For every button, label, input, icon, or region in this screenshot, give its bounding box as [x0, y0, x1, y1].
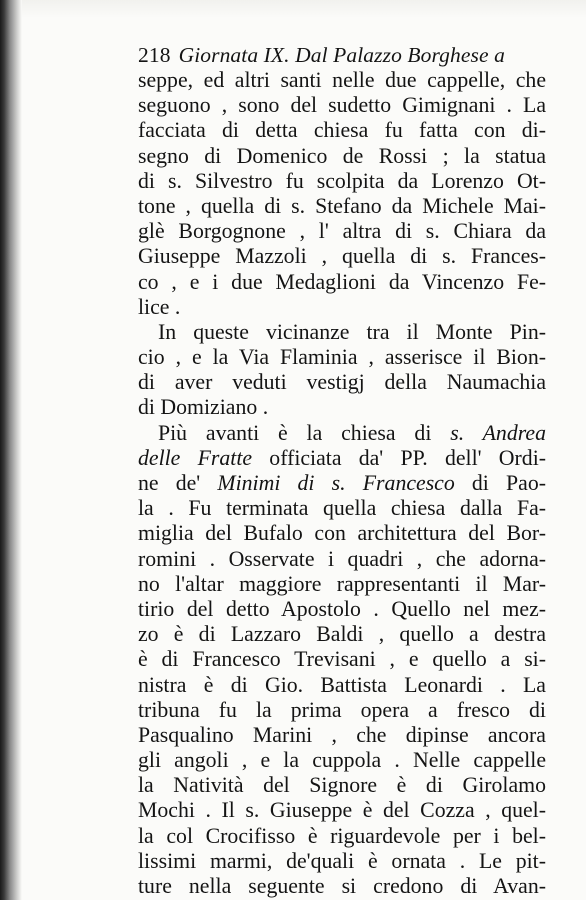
- text-run: facciata di detta chiesa fu fatta con di-: [138, 118, 546, 143]
- text-line: [138, 118, 546, 143]
- text-run: la . Fu terminata quella chiesa dalla Fa-: [138, 496, 546, 521]
- text-run: tone , quella di s. Stefano da Michele Mai-: [138, 193, 546, 218]
- text-run: seppe, ed altri santi nelle due cappelle, che: [138, 68, 546, 92]
- text-line: [138, 471, 546, 496]
- text-run: ture nella seguente si credono di Avan-: [138, 874, 546, 898]
- text-line: [138, 597, 546, 622]
- text-run: Giuseppe Mazzoli , quella di s. Frances-: [138, 244, 546, 269]
- text-run: In queste vicinanze tra il Monte Pin-: [158, 319, 546, 344]
- text-line: [138, 748, 546, 773]
- italic-run: Minimi di s. Francesco: [217, 471, 455, 495]
- text-line: [138, 723, 546, 748]
- text-line: [138, 421, 546, 446]
- text-line: [138, 698, 546, 723]
- text-run: la col Crocifisso è riguardevole per i bel-: [138, 823, 546, 848]
- text-line: [138, 219, 546, 244]
- text-line: [138, 798, 546, 823]
- text-run: co , e i due Medaglioni da Vincenzo Fe-: [138, 269, 546, 294]
- text-line: [138, 647, 546, 672]
- text-line: [138, 194, 546, 219]
- text-line: [138, 295, 546, 320]
- text-line: [138, 345, 546, 370]
- text-line: [138, 320, 546, 345]
- text-run: no l'altar maggiore rappresentanti il Mar-: [138, 571, 546, 596]
- italic-run: s. Andrea: [450, 420, 546, 445]
- text-line: [138, 93, 546, 118]
- text-run: tirio del detto Apostolo . Quello nel mez-: [138, 596, 546, 621]
- text-run: ne de': [138, 471, 218, 495]
- paragraph: [138, 320, 546, 421]
- text-line: [138, 169, 546, 194]
- text-run: di Domiziano .: [138, 395, 269, 420]
- text-line: [138, 547, 546, 572]
- text-run: zo è di Lazzaro Baldi , quello a destra: [138, 622, 546, 647]
- text-run: gli angoli , e la cuppola . Nelle cappelle: [138, 748, 546, 773]
- text-run: nistra è di Gio. Battista Leonardi . La: [138, 672, 546, 697]
- text-line: [138, 144, 546, 169]
- text-run: di aver veduti vestigj della Naumachia: [138, 370, 546, 395]
- paragraph: [138, 421, 546, 900]
- text-line: [138, 572, 546, 597]
- text-run: cio , e la Via Flaminia , asserisce il Bion-: [138, 345, 546, 370]
- binding-shadow: [0, 0, 22, 900]
- text-line: [138, 773, 546, 798]
- text-line: [138, 824, 546, 849]
- text-run: la Natività del Signore è di Girolamo: [138, 773, 546, 798]
- text-run: di Pao-: [454, 471, 546, 495]
- text-run: romini . Osservate i quadri , che adorna-: [138, 546, 546, 571]
- text-line: [138, 521, 546, 546]
- page-text-block: [138, 42, 546, 899]
- text-run: di s. Silvestro fu scolpita da Lorenzo Ot-: [138, 168, 546, 193]
- body-text: [138, 68, 546, 899]
- text-run: officiata da' PP. dell' Ordi-: [252, 445, 547, 470]
- page-top-edge: [22, 0, 586, 18]
- text-run: Pasqualino Marini , che dipinse ancora: [138, 722, 546, 747]
- text-line: [138, 496, 546, 521]
- running-head-title: Giornata IX. Dal Palazzo Borghese a: [178, 43, 505, 67]
- text-run: lice .: [138, 294, 181, 319]
- text-line: [138, 622, 546, 647]
- text-line: [138, 849, 546, 874]
- text-line: [138, 446, 546, 471]
- page-number: 218: [138, 43, 171, 67]
- text-run: tribuna fu la prima opera a fresco di: [138, 697, 546, 722]
- paragraph: [138, 68, 546, 320]
- text-run: glè Borgognone , l' altra di s. Chiara da: [138, 219, 546, 244]
- text-run: Mochi . Il s. Giuseppe è del Cozza , quel-: [138, 798, 546, 823]
- italic-run: delle Fratte: [138, 445, 253, 470]
- text-run: segno di Domenico de Rossi ; la statua: [138, 143, 546, 168]
- text-line: [138, 244, 546, 269]
- text-line: [138, 874, 546, 899]
- text-run: è di Francesco Trevisani , e quello a si-: [138, 647, 546, 672]
- text-run: lissimi marmi, de'quali è ornata . Le pit-: [138, 848, 546, 873]
- text-line: [138, 68, 546, 93]
- text-run: seguono , sono del sudetto Gimignani . La: [138, 93, 546, 118]
- text-run: miglia del Bufalo con architettura del Bor-: [138, 521, 546, 546]
- text-line: [138, 270, 546, 295]
- text-line: [138, 370, 546, 395]
- text-line: [138, 673, 546, 698]
- text-run: Più avanti è la chiesa di: [158, 420, 451, 445]
- running-head: [138, 42, 546, 68]
- text-line: [138, 395, 546, 420]
